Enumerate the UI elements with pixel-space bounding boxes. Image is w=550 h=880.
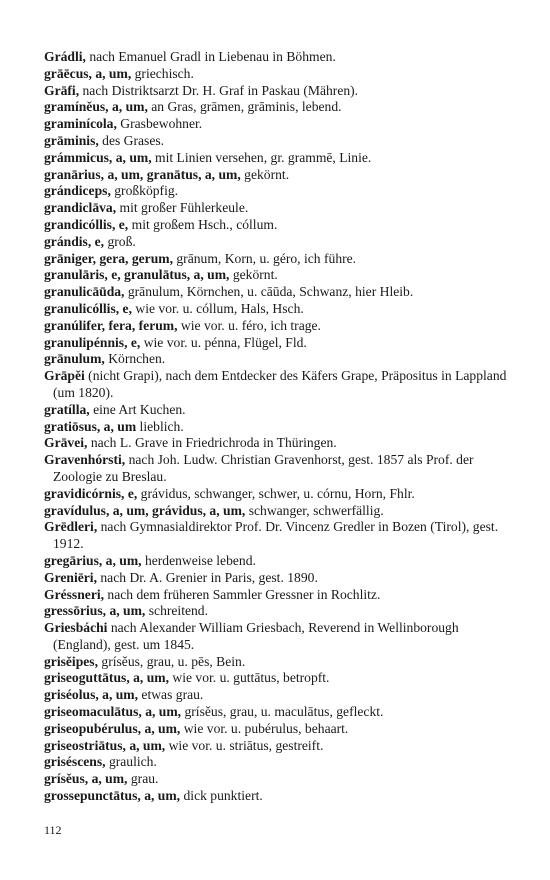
- entry-definition: wie vor. u. pubérulus, behaart.: [180, 720, 349, 736]
- entry-term: Grāfi,: [44, 82, 80, 98]
- entry-definition: eine Art Kuchen.: [89, 401, 186, 417]
- entry-term: grāniger, gera, gerum,: [44, 250, 173, 266]
- entry-definition: mit großer Fühlerkeule.: [116, 200, 249, 216]
- entry-term: granulicóllis, e,: [44, 300, 132, 316]
- entry-term: gramíněus, a, um,: [44, 99, 148, 115]
- entry-definition: grísěus, grau, u. maculātus, gefleckt.: [181, 704, 384, 720]
- dictionary-entry: [44, 318, 514, 335]
- entry-term: grāēcus, a, um,: [44, 65, 132, 81]
- entry-definition: lieblich.: [136, 418, 184, 434]
- entry-definition: graulich.: [105, 754, 157, 770]
- entry-term: Gravenhórsti,: [44, 452, 126, 468]
- entry-definition: nach Dr. A. Grenier in Paris, gest. 1890.: [96, 569, 318, 585]
- entry-definition: gekörnt.: [240, 166, 290, 182]
- entry-term: grossepunctātus, a, um,: [44, 788, 181, 804]
- entry-definition: grānum, Korn, u. géro, ich führe.: [172, 250, 357, 266]
- entry-definition: schwanger, schwerfällig.: [245, 502, 384, 518]
- entry-term: gravídulus, a, um, grávidus, a, um,: [44, 502, 246, 518]
- entry-term: granúlifer, fera, ferum,: [44, 317, 178, 333]
- dictionary-entry: [44, 99, 514, 116]
- entry-term: granulipénnis, e,: [44, 334, 141, 350]
- entry-definition: grísěus, grau, u. pēs, Bein.: [98, 653, 246, 669]
- entry-definition: mit großem Hsch., cóllum.: [128, 216, 278, 232]
- entry-definition: dick punktiert.: [180, 788, 263, 804]
- dictionary-entry: [44, 570, 514, 587]
- entry-term: Grāpěi: [44, 368, 85, 384]
- entry-definition: großköpfig.: [110, 183, 179, 199]
- entry-definition: nach Gymnasialdirektor Prof. Dr. Vincenz Gredler in Bozen (Tirol), gest. 1912.: [53, 519, 499, 552]
- entry-list: [44, 49, 514, 805]
- dictionary-entry: [44, 116, 514, 133]
- entry-term: grāminis,: [44, 132, 99, 148]
- entry-term: Gréssneri,: [44, 586, 105, 602]
- entry-definition: nach Emanuel Gradl in Liebenau in Böhmen.: [85, 49, 336, 64]
- dictionary-entry: [44, 670, 514, 687]
- entry-definition: wie vor. u. cóllum, Hals, Hsch.: [131, 300, 304, 316]
- entry-term: Grádli,: [44, 49, 86, 64]
- dictionary-entry: [44, 654, 514, 671]
- entry-term: Grēdleri,: [44, 519, 98, 535]
- entry-term: grísěus, a, um,: [44, 771, 128, 787]
- entry-term: griseostriātus, a, um,: [44, 737, 166, 753]
- entry-definition: nach L. Grave in Friedrichroda in Thüringen.: [87, 435, 337, 451]
- dictionary-entry: [44, 301, 514, 318]
- entry-definition: wie vor. u. guttātus, betropft.: [169, 670, 330, 686]
- dictionary-entry: [44, 435, 514, 452]
- entry-term: Greniēri,: [44, 569, 97, 585]
- page-number: 112: [44, 823, 62, 837]
- entry-definition: des Grases.: [98, 132, 165, 148]
- dictionary-entry: [44, 587, 514, 604]
- dictionary-entry: [44, 284, 514, 301]
- entry-definition: grau.: [127, 771, 159, 787]
- dictionary-entry: [44, 49, 514, 66]
- entry-term: graminícola,: [44, 116, 117, 132]
- dictionary-entry: [44, 553, 514, 570]
- entry-definition: grānulum, Körnchen, u. cāūda, Schwanz, hier Hleib.: [124, 284, 414, 300]
- entry-term: gressōrius, a, um,: [44, 603, 146, 619]
- entry-term: gratílla,: [44, 401, 90, 417]
- entry-term: grandicóllis, e,: [44, 216, 129, 232]
- entry-term: griséolus, a, um,: [44, 687, 139, 703]
- entry-definition: griechisch.: [131, 65, 194, 81]
- dictionary-entry: [44, 402, 514, 419]
- entry-term: grándiceps,: [44, 183, 111, 199]
- dictionary-entry: [44, 519, 514, 553]
- entry-term: Griesbáchi: [44, 620, 108, 636]
- entry-definition: herdenweise lebend.: [141, 552, 256, 568]
- entry-term: grandiclāva,: [44, 200, 117, 216]
- dictionary-entry: [44, 368, 514, 402]
- dictionary-entry: [44, 167, 514, 184]
- dictionary-entry: [44, 754, 514, 771]
- entry-definition: nach Distriktsarzt Dr. H. Graf in Paskau (Mähren).: [79, 82, 359, 98]
- dictionary-entry: [44, 150, 514, 167]
- dictionary-entry: [44, 267, 514, 284]
- entry-term: grámmicus, a, um,: [44, 149, 152, 165]
- entry-term: granulāris, e, granulātus, a, um,: [44, 267, 230, 283]
- dictionary-entry: [44, 351, 514, 368]
- entry-definition: schreitend.: [145, 603, 209, 619]
- entry-term: gratiōsus, a, um: [44, 418, 137, 434]
- entry-definition: groß.: [104, 233, 136, 249]
- entry-term: grisěipes,: [44, 653, 98, 669]
- entry-term: griséscens,: [44, 754, 106, 770]
- entry-term: Grāvei,: [44, 435, 88, 451]
- dictionary-entry: [44, 704, 514, 721]
- entry-definition: nach dem früheren Sammler Gressner in Rochlitz.: [104, 586, 381, 602]
- entry-definition: (nicht Grapi), nach dem Entdecker des Käfers Grape, Präpositus in Lappland (um 1820).: [53, 368, 507, 400]
- entry-definition: Körnchen.: [104, 351, 166, 367]
- dictionary-entry: [44, 771, 514, 788]
- entry-definition: wie vor. u. féro, ich trage.: [177, 317, 321, 333]
- dictionary-entry: [44, 335, 514, 352]
- entry-definition: Grasbewohner.: [116, 116, 203, 132]
- dictionary-entry: [44, 200, 514, 217]
- dictionary-entry: [44, 183, 514, 200]
- dictionary-entry: [44, 234, 514, 251]
- dictionary-entry: [44, 620, 514, 654]
- dictionary-entry: [44, 419, 514, 436]
- entry-definition: nach Alexander William Griesbach, Reverend in Wellinborough (England), gest. um 1845.: [53, 620, 459, 652]
- entry-definition: mit Linien versehen, gr. grammē, Linie.: [151, 149, 372, 165]
- entry-term: granārius, a, um, granātus, a, um,: [44, 166, 241, 182]
- entry-term: gravidicórnis, e,: [44, 485, 138, 501]
- entry-term: griseoguttātus, a, um,: [44, 670, 169, 686]
- entry-term: griseopubérulus, a, um,: [44, 720, 181, 736]
- dictionary-entry: [44, 452, 514, 486]
- dictionary-entry: [44, 687, 514, 704]
- entry-term: grānulum,: [44, 351, 105, 367]
- entry-term: griseomaculātus, a, um,: [44, 704, 182, 720]
- entry-definition: nach Joh. Ludw. Christian Gravenhorst, gest. 1857 als Prof. der Zoologie zu Breslau.: [53, 452, 474, 484]
- dictionary-entry: [44, 503, 514, 520]
- entry-term: granulicāūda,: [44, 284, 125, 300]
- dictionary-entry: [44, 788, 514, 805]
- entry-definition: wie vor. u. pénna, Flügel, Fld.: [140, 334, 307, 350]
- dictionary-entry: [44, 603, 514, 620]
- dictionary-entry: [44, 721, 514, 738]
- dictionary-entry: [44, 66, 514, 83]
- entry-term: gregārius, a, um,: [44, 552, 142, 568]
- dictionary-entry: [44, 133, 514, 150]
- dictionary-entry: [44, 486, 514, 503]
- dictionary-entry: [44, 217, 514, 234]
- entry-definition: an Gras, grāmen, grāminis, lebend.: [147, 99, 342, 115]
- dictionary-entry: [44, 83, 514, 100]
- entry-definition: wie vor. u. striātus, gestreift.: [165, 737, 324, 753]
- dictionary-entry: [44, 251, 514, 268]
- entry-definition: etwas grau.: [138, 687, 204, 703]
- dictionary-entry: [44, 738, 514, 755]
- entry-term: grándis, e,: [44, 233, 105, 249]
- entry-definition: grávidus, schwanger, schwer, u. córnu, Horn, Fhlr.: [137, 485, 415, 501]
- entry-definition: gekörnt.: [229, 267, 278, 283]
